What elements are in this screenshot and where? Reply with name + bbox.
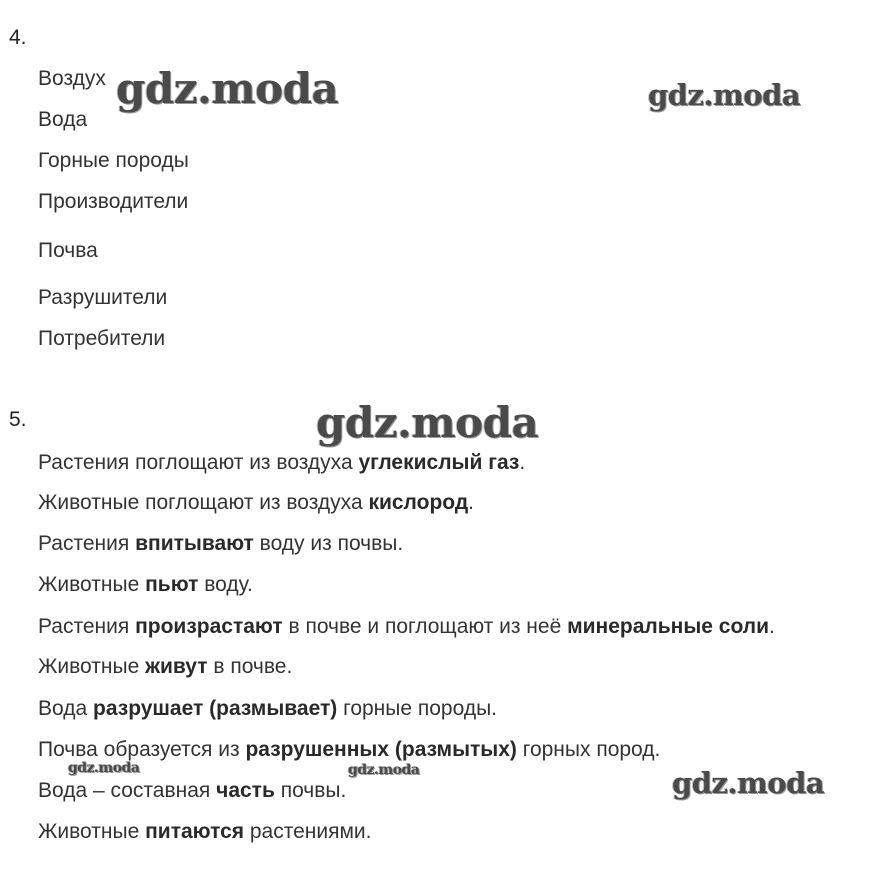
text-segment: .	[468, 491, 474, 514]
text-segment: Животные	[38, 573, 146, 596]
section-4-number: 4.	[9, 26, 27, 49]
text-segment: в почве.	[207, 655, 293, 678]
watermark-logo: gdz.moda	[348, 762, 420, 778]
text-segment: Животные	[38, 820, 146, 843]
bold-keyword: пьют	[145, 573, 199, 596]
answer-line	[38, 654, 292, 680]
text-segment: Вода	[38, 697, 93, 720]
answer-line	[38, 531, 403, 557]
answer-line	[38, 572, 253, 598]
text-segment: горные породы.	[337, 697, 498, 720]
text-segment: в почве и поглощают из неё	[282, 615, 568, 638]
list-item: Потребители	[38, 327, 166, 350]
bold-keyword: разрушенных (размытых)	[245, 738, 517, 761]
text-segment: Растения	[38, 532, 136, 555]
text-segment: почвы.	[274, 779, 347, 802]
answer-line	[38, 778, 346, 804]
bold-keyword: впитывают	[135, 532, 254, 555]
list-item: Почва	[38, 239, 98, 262]
section-5-number: 5.	[9, 408, 27, 431]
answer-line	[38, 450, 525, 476]
watermark-logo: gdz.moda	[672, 766, 825, 800]
watermark-logo: gdz.moda	[648, 78, 801, 112]
bold-keyword: кислород	[368, 491, 469, 514]
text-segment: Вода – составная	[38, 779, 217, 802]
text-segment: горных пород.	[516, 738, 661, 761]
list-item: Вода	[38, 108, 88, 131]
bold-keyword: разрушает (размывает)	[93, 697, 338, 720]
text-segment: .	[519, 451, 526, 474]
bold-keyword: живут	[145, 655, 208, 678]
answer-line	[38, 696, 497, 722]
text-segment: растениями.	[244, 820, 372, 843]
answer-line	[38, 614, 775, 640]
watermark-logo: gdz.moda	[116, 64, 339, 113]
watermark-logo: gdz.moda	[68, 760, 140, 776]
bold-keyword: произрастают	[135, 615, 283, 638]
bold-keyword: минеральные соли	[567, 615, 770, 638]
text-segment: Животные	[38, 655, 146, 678]
list-item: Производители	[38, 190, 189, 213]
bold-keyword: часть	[216, 779, 275, 802]
text-segment: воду.	[198, 573, 253, 596]
list-item: Горные породы	[38, 149, 189, 172]
text-segment: .	[769, 615, 775, 638]
answer-line	[38, 819, 371, 845]
text-segment: воду из почвы.	[253, 532, 404, 555]
text-segment: Растения поглощают из воздуха	[38, 451, 359, 474]
text-segment: Растения	[38, 615, 136, 638]
text-segment: Животные поглощают из воздуха	[38, 491, 369, 514]
text-segment: Почва образуется из	[38, 738, 246, 761]
list-item: Воздух	[38, 67, 106, 90]
list-item: Разрушители	[38, 286, 168, 309]
bold-keyword: питаются	[145, 820, 245, 843]
bold-keyword: углекислый газ	[358, 451, 520, 474]
watermark-logo: gdz.moda	[316, 398, 539, 447]
answer-line	[38, 490, 474, 516]
